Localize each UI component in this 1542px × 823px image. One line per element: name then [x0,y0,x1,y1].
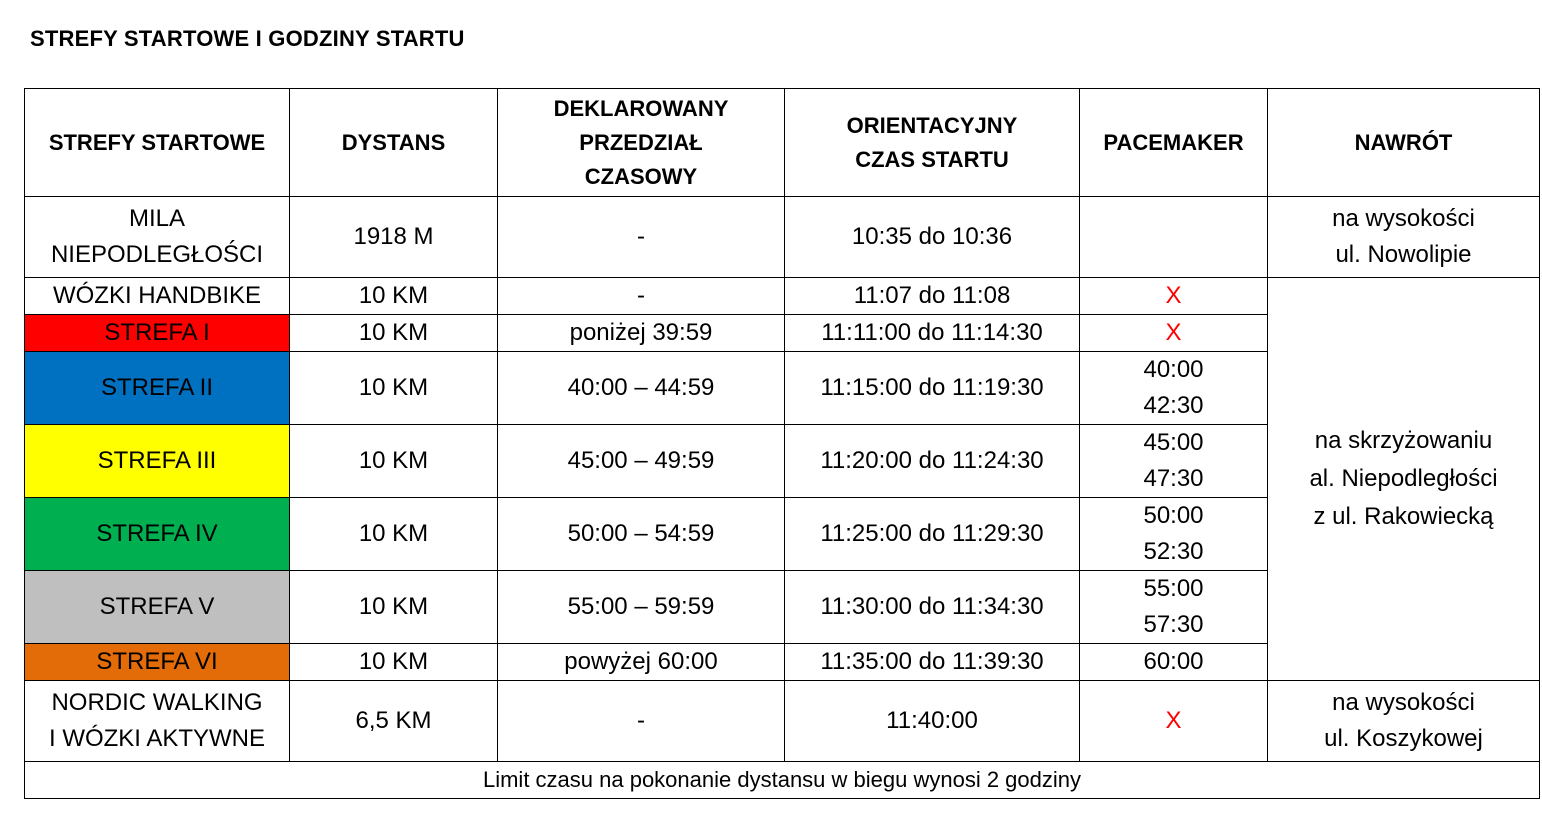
pacemaker-cell [1080,197,1268,278]
start-time-cell: 11:40:00 [785,681,1080,762]
declared-cell: 50:00 – 54:59 [498,498,785,571]
start-time-cell: 11:15:00 do 11:19:30 [785,352,1080,425]
declared-cell: - [498,197,785,278]
header-declared: DEKLAROWANY PRZEDZIAŁ CZASOWY [498,89,785,197]
header-start-time: ORIENTACYJNY CZAS STARTU [785,89,1080,197]
distance-cell: 10 KM [290,352,498,425]
footer-row [25,762,1540,799]
pacemaker-cell: 60:00 [1080,644,1268,681]
zone-cell-strefa-3: STREFA III [25,425,290,498]
turn-cell: na wysokości ul. Nowolipie [1268,197,1540,278]
pacemaker-cell: 45:00 47:30 [1080,425,1268,498]
zone-cell: MILA NIEPODLEGŁOŚCI [25,197,290,278]
declared-cell: 40:00 – 44:59 [498,352,785,425]
start-time-cell: 11:20:00 do 11:24:30 [785,425,1080,498]
table-row [25,278,1540,315]
distance-cell: 10 KM [290,644,498,681]
declared-cell: 45:00 – 49:59 [498,425,785,498]
pacemaker-cell: 55:00 57:30 [1080,571,1268,644]
pacemaker-cell: 40:00 42:30 [1080,352,1268,425]
start-zones-table [24,88,1540,799]
zone-cell-strefa-6: STREFA VI [25,644,290,681]
distance-cell: 10 KM [290,498,498,571]
header-turn: NAWRÓT [1268,89,1540,197]
table-row [25,681,1540,762]
declared-cell: - [498,278,785,315]
distance-cell: 6,5 KM [290,681,498,762]
start-time-cell: 11:35:00 do 11:39:30 [785,644,1080,681]
start-time-cell: 11:30:00 do 11:34:30 [785,571,1080,644]
start-time-cell: 10:35 do 10:36 [785,197,1080,278]
page-title: STREFY STARTOWE I GODZINY STARTU [30,26,465,51]
declared-cell: powyżej 60:00 [498,644,785,681]
distance-cell: 10 KM [290,571,498,644]
declared-cell: poniżej 39:59 [498,315,785,352]
zone-cell-strefa-4: STREFA IV [25,498,290,571]
turn-cell: na wysokości ul. Koszykowej [1268,681,1540,762]
pacemaker-cell: X [1080,278,1268,315]
zone-cell: WÓZKI HANDBIKE [25,278,290,315]
pacemaker-cell: X [1080,681,1268,762]
zone-cell-strefa-2: STREFA II [25,352,290,425]
start-time-cell: 11:07 do 11:08 [785,278,1080,315]
header-pacemaker: PACEMAKER [1080,89,1268,197]
header-distance: DYSTANS [290,89,498,197]
header-zone: STREFY STARTOWE [25,89,290,197]
table-row [25,197,1540,278]
pacemaker-cell: 50:00 52:30 [1080,498,1268,571]
zone-cell-strefa-1: STREFA I [25,315,290,352]
distance-cell: 10 KM [290,278,498,315]
turn-cell-shared: na skrzyżowaniu al. Niepodległości z ul. Rakowiecką [1268,278,1540,681]
distance-cell: 10 KM [290,315,498,352]
zone-cell-strefa-5: STREFA V [25,571,290,644]
declared-cell: - [498,681,785,762]
start-time-cell: 11:11:00 do 11:14:30 [785,315,1080,352]
distance-cell: 10 KM [290,425,498,498]
declared-cell: 55:00 – 59:59 [498,571,785,644]
header-row [25,89,1540,197]
start-time-cell: 11:25:00 do 11:29:30 [785,498,1080,571]
distance-cell: 1918 M [290,197,498,278]
pacemaker-cell: X [1080,315,1268,352]
time-limit-note: Limit czasu na pokonanie dystansu w biegu wynosi 2 godziny [25,762,1540,799]
zone-cell: NORDIC WALKING I WÓZKI AKTYWNE [25,681,290,762]
